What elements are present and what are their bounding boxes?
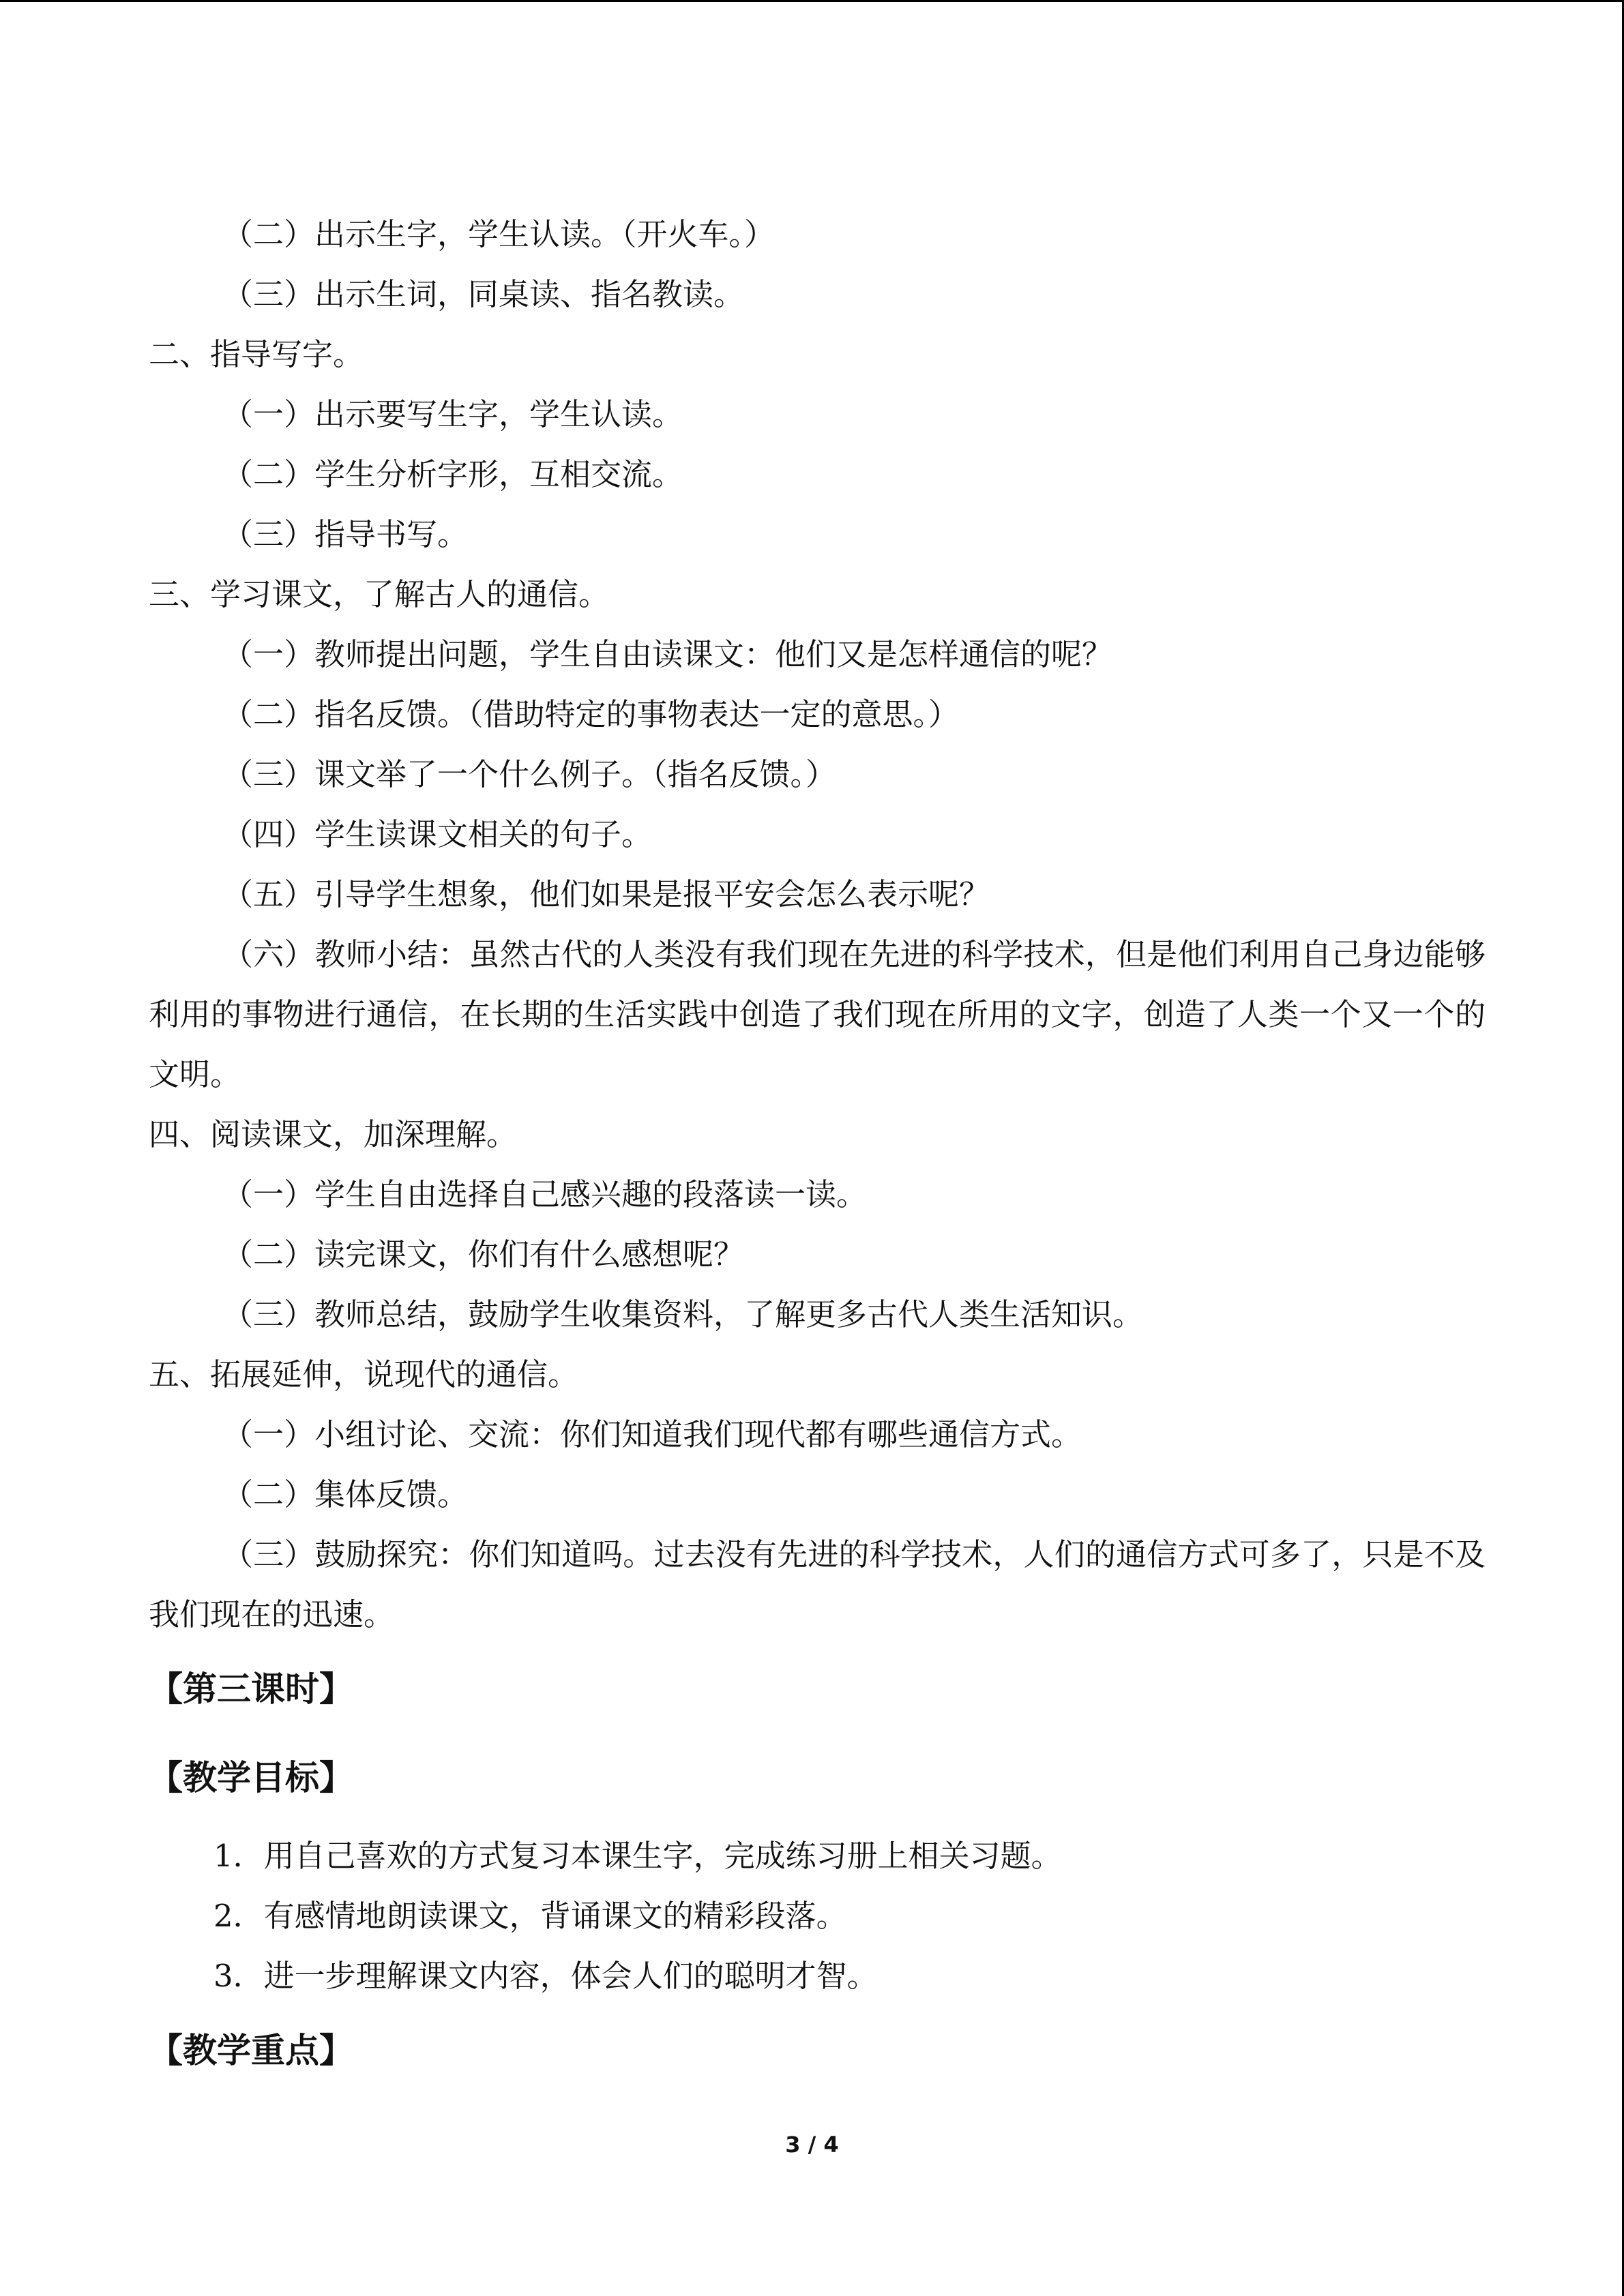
key-points-heading: 【教学重点】 xyxy=(149,2031,353,2070)
text-line: （二）出示生字，学生认读。（开火车。） xyxy=(222,216,776,252)
text-line: （四）学生读课文相关的句子。 xyxy=(222,816,653,852)
lesson3-heading: 【第三课时】 xyxy=(149,1669,353,1709)
section-heading: 三、学习课文，了解古人的通信。 xyxy=(149,576,610,612)
text-line: （一）小组讨论、交流：你们知道我们现代都有哪些通信方式。 xyxy=(222,1416,1082,1452)
section-heading: 四、阅读课文，加深理解。 xyxy=(149,1116,518,1152)
summary-paragraph: （六）教师小结：虽然古代的人类没有我们现在先进的科学技术，但是他们利用自己身边能够利用的事物进行通信，在长期的生活实践中创造了我们现在所用的文字，创造了人类一个又一个的文明。 xyxy=(149,936,1486,1092)
text-line: （二）指名反馈。（借助特定的事物表达一定的意思。） xyxy=(222,696,960,732)
page-number: 3 / 4 xyxy=(785,2132,839,2158)
text-line: （三）指导书写。 xyxy=(222,516,469,552)
text-line: （三）教师总结，鼓励学生收集资料，了解更多古代人类生活知识。 xyxy=(222,1296,1144,1332)
text-line: （一）出示要写生字，学生认读。 xyxy=(222,396,683,432)
objective-item: 2．有感情地朗读课文，背诵课文的精彩段落。 xyxy=(213,1898,847,1934)
objective-item: 3．进一步理解课文内容，体会人们的聪明才智。 xyxy=(213,1958,878,1994)
page-border-top xyxy=(0,0,1624,2)
text-line: （五）引导学生想象，他们如果是报平安会怎么表示呢？ xyxy=(222,876,990,912)
text-line: （二）集体反馈。 xyxy=(222,1476,469,1512)
text-line: （一）教师提出问题，学生自由读课文：他们又是怎样通信的呢？ xyxy=(222,636,1113,672)
text-line: （二）读完课文，你们有什么感想呢？ xyxy=(222,1236,745,1272)
objective-item: 1．用自己喜欢的方式复习本课生字，完成练习册上相关习题。 xyxy=(213,1838,1062,1874)
objectives-heading: 【教学目标】 xyxy=(149,1758,353,1798)
document-body xyxy=(149,205,1486,2095)
text-line: （二）学生分析字形，互相交流。 xyxy=(222,456,683,492)
section-heading: 五、拓展延伸，说现代的通信。 xyxy=(149,1356,579,1392)
text-line: （三）出示生词，同桌读、指名教读。 xyxy=(222,276,745,312)
section-heading: 二、指导写字。 xyxy=(149,336,364,372)
text-line: （一）学生自由选择自己感兴趣的段落读一读。 xyxy=(222,1176,868,1212)
text-line: （三）课文举了一个什么例子。（指名反馈。） xyxy=(222,756,837,792)
explore-paragraph: （三）鼓励探究：你们知道吗。过去没有先进的科学技术，人们的通信方式可多了，只是不及我们现在的迅速。 xyxy=(149,1536,1486,1632)
